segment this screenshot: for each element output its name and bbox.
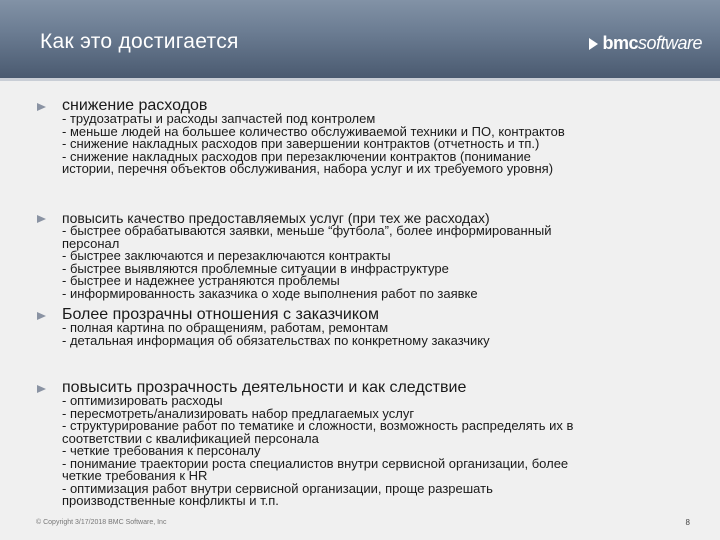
bullet-arrow-icon bbox=[37, 312, 46, 320]
list-item: - снижение накладных расходов при перезаключении контрактов (понимание bbox=[62, 148, 531, 164]
list-item: истории, перечня объектов обслуживания, набора услуг и их требуемого уровня) bbox=[62, 161, 554, 176]
list-item: - информированность заказчика о ходе выполнения работ по заявке bbox=[62, 285, 478, 301]
section-service-quality bbox=[62, 210, 702, 300]
list-item: - четкие требования к персоналу bbox=[62, 443, 261, 458]
slide-title: Как это достигается bbox=[40, 30, 239, 53]
list-item: - меньше людей на большее количество обслуживаемой техники и ПО, контрактов bbox=[62, 123, 565, 139]
list-item: - трудозатраты и расходы запчастей под контролем bbox=[62, 111, 376, 126]
list-item: - снижение накладных расходов при завершении контрактов (отчетность и тп.) bbox=[62, 136, 540, 151]
list-item: персонал bbox=[62, 235, 120, 251]
list-item: четкие требования к HR bbox=[62, 468, 208, 483]
section-heading: повысить прозрачность деятельности и как следствие bbox=[62, 379, 467, 396]
list-item: - быстрее выявляются проблемные ситуации в инфраструктуре bbox=[62, 260, 449, 276]
section-heading: снижение расходов bbox=[62, 97, 208, 114]
list-item: - быстрее заключаются и перезаключаются контракты bbox=[62, 248, 391, 263]
list-item: - оптимизировать расходы bbox=[62, 393, 223, 408]
section-items bbox=[62, 322, 702, 347]
section-items bbox=[62, 225, 702, 300]
page-number: 8 bbox=[685, 518, 690, 527]
list-item: - полная картина по обращениям, работам, ремонтам bbox=[62, 320, 389, 335]
list-item: - структурирование работ по тематике и сложности, возможность распределять их в bbox=[62, 418, 574, 433]
copyright-text: © Copyright 3/17/2018 BMC Software, Inc bbox=[36, 519, 167, 526]
section-customer-transparency bbox=[62, 307, 702, 347]
logo-mark-text: bmc bbox=[602, 33, 638, 53]
list-item: - быстрее и надежнее устраняются проблемы bbox=[62, 273, 340, 288]
logo-soft-text: software bbox=[637, 33, 702, 53]
section-activity-transparency bbox=[62, 380, 702, 508]
list-item: - понимание траектории роста специалистов внутри сервисной организации, более bbox=[62, 455, 569, 471]
list-item: - детальная информация об обязательствах по конкретному заказчику bbox=[62, 332, 490, 348]
list-item: соответствии с квалификацией персонала bbox=[62, 430, 319, 446]
list-item: - оптимизация работ внутри сервисной организации, проще разрешать bbox=[62, 480, 493, 496]
bullet-arrow-icon bbox=[37, 385, 46, 393]
list-item: - пересмотреть/анализировать набор предлагаемых услуг bbox=[62, 405, 415, 421]
bullet-arrow-icon bbox=[37, 103, 46, 111]
section-heading: Более прозрачны отношения с заказчиком bbox=[62, 306, 379, 323]
bullet-arrow-icon bbox=[37, 215, 46, 223]
section-items bbox=[62, 395, 702, 508]
list-item: производственные конфликты и т.п. bbox=[62, 493, 279, 508]
section-heading: повысить качество предоставляемых услуг (при тех же расходах) bbox=[62, 210, 490, 226]
section-cost-reduction bbox=[62, 98, 702, 176]
list-item: - быстрее обрабатываются заявки, меньше “футбола”, более информированный bbox=[62, 223, 552, 238]
section-items bbox=[62, 113, 702, 176]
